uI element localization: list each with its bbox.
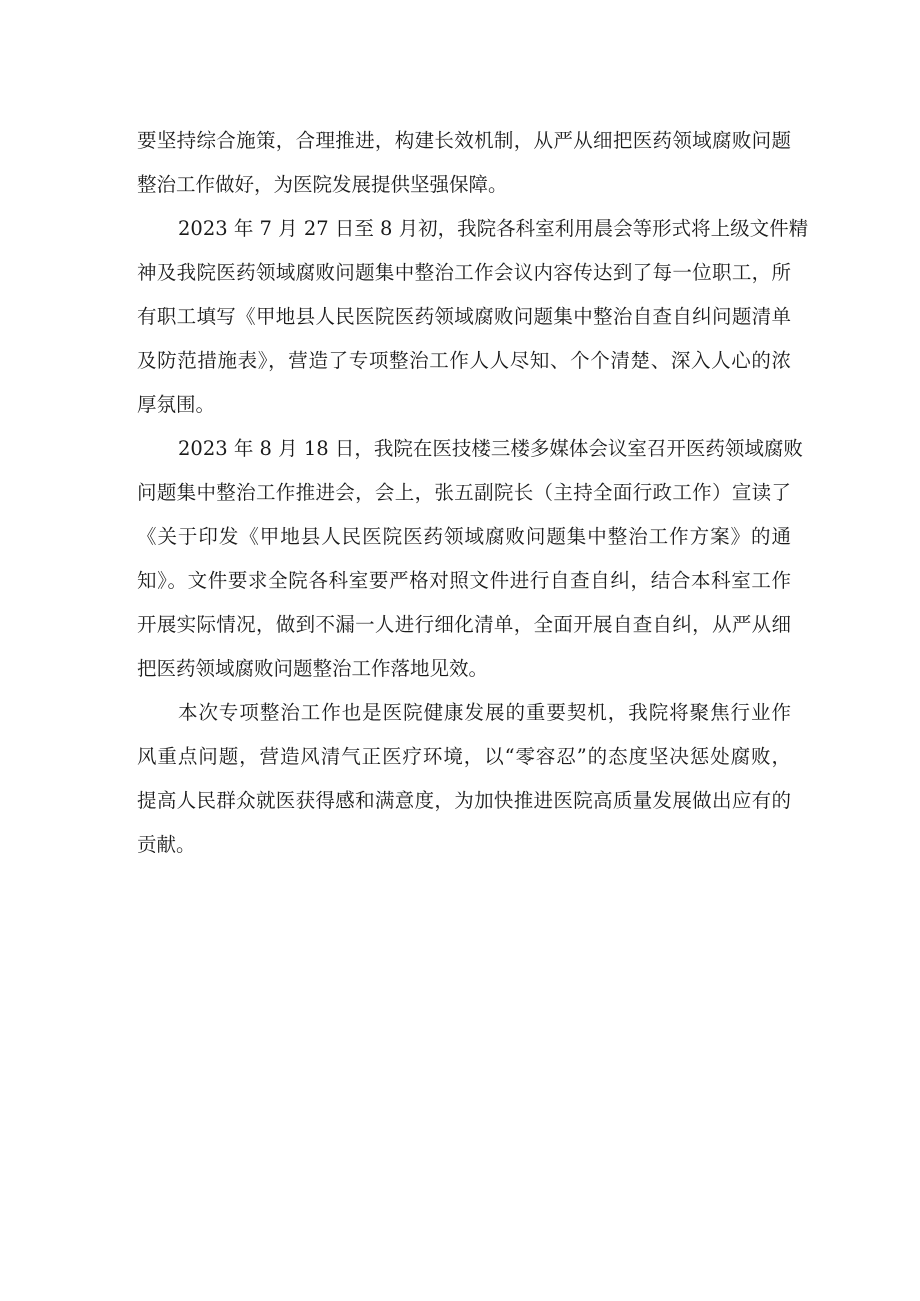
text-line: 神及我院医药领域腐败问题集中整治工作会议内容传达到了每一位职工，所 <box>137 261 791 284</box>
text-line: 风重点问题，营造风清气正医疗环境，以“零容忍”的态度坚决惩处腐败， <box>137 745 791 768</box>
paragraph-meeting-dissemination <box>137 207 809 427</box>
text-line: 及防范措施表》，营造了专项整治工作人人尽知、个个清楚、深入人心的浓 <box>137 349 791 372</box>
text-line: 把医药领域腐败问题整治工作落地见效。 <box>137 657 489 680</box>
text-line: 开展实际情况，做到不漏一人进行细化清单，全面开展自查自纠，从严从细 <box>137 613 791 636</box>
text-line: 提高人民群众就医获得感和满意度，为加快推进医院高质量发展做出应有的 <box>137 789 791 812</box>
text-line: 知》。文件要求全院各科室要严格对照文件进行自查自纠，结合本科室工作 <box>137 569 791 592</box>
text-line: 问题集中整治工作推进会，会上，张五副院长（主持全面行政工作）宣读了 <box>137 481 791 504</box>
paragraph-promotion-meeting <box>137 427 803 691</box>
text-line: 要坚持综合施策，合理推进，构建长效机制，从严从细把医药领域腐败问题 <box>137 129 791 152</box>
text-line: 整治工作做好，为医院发展提供坚强保障。 <box>137 173 508 196</box>
text-line: 厚氛围。 <box>137 393 216 416</box>
text-line: 《关于印发《甲地县人民医院医药领域腐败问题集中整治工作方案》的通 <box>137 525 791 548</box>
text-line: 2023 年 7 月 27 日至 8 月初，我院各科室利用晨会等形式将上级文件精 <box>178 217 809 240</box>
text-line: 贡献。 <box>137 833 196 856</box>
text-line: 2023 年 8 月 18 日，我院在医技楼三楼多媒体会议室召开医药领域腐败 <box>178 437 803 460</box>
text-line: 有职工填写《甲地县人民医院医药领域腐败问题集中整治自查自纠问题清单 <box>137 305 791 328</box>
document-body <box>137 119 809 867</box>
text-line: 本次专项整治工作也是医院健康发展的重要契机，我院将聚焦行业作 <box>178 701 791 724</box>
paragraph-conclusion <box>137 691 791 867</box>
paragraph-continuation <box>137 119 791 207</box>
